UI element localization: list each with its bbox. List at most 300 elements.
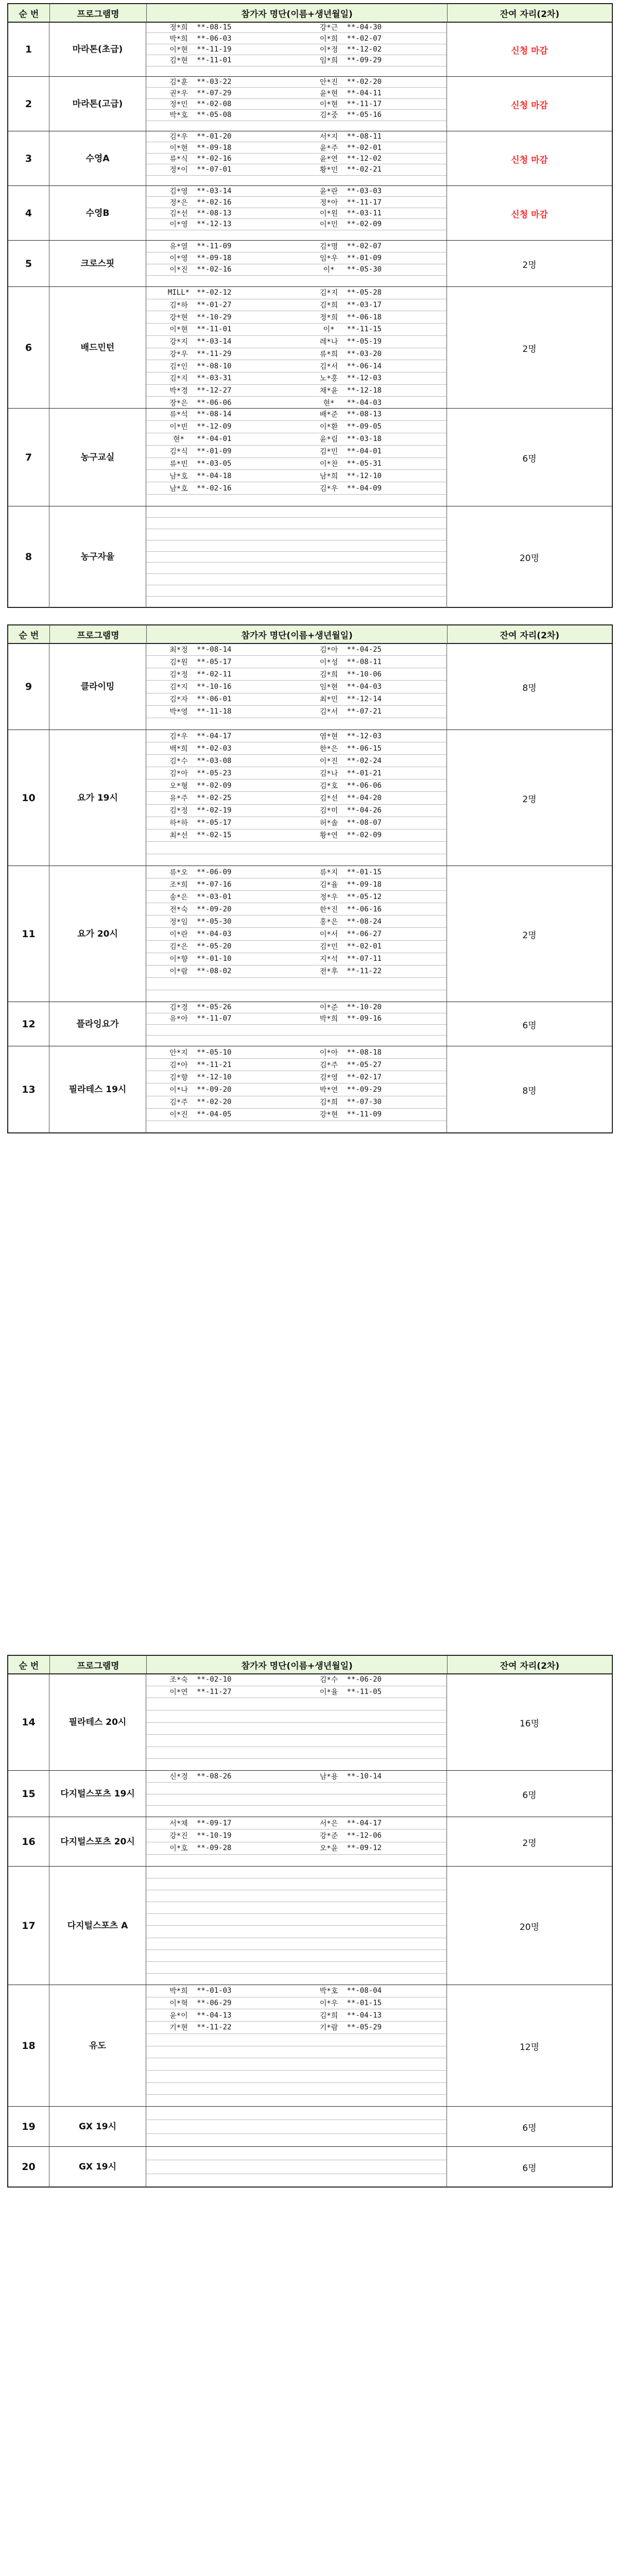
- participant-entry: [146, 470, 297, 482]
- participant-name: 김*지: [169, 375, 188, 383]
- participant-entry: [146, 276, 297, 287]
- participant-birthdate: **-04-01: [347, 447, 382, 456]
- program-number: 6: [8, 287, 49, 409]
- remaining-seats: 20명: [519, 553, 540, 564]
- participant-name: 류*석: [169, 411, 188, 419]
- participant-name: 이*혁: [169, 1999, 188, 2008]
- program-row: [8, 1002, 612, 1046]
- participant-name: 이*진: [169, 266, 188, 275]
- participant-birthdate: **-06-18: [347, 313, 382, 321]
- participant-entry: [297, 1735, 447, 1747]
- participant-birthdate: **-03-14: [197, 187, 232, 196]
- participant-entry: [297, 1686, 447, 1698]
- participant-line: [146, 1829, 447, 1842]
- closed-status: 신청 마감: [511, 155, 548, 165]
- program-row: [8, 1770, 612, 1817]
- participant-name: 조*희: [169, 880, 188, 889]
- participant-entry: [146, 66, 297, 77]
- participant-entry: [146, 495, 297, 506]
- participant-entry: [297, 1046, 447, 1058]
- participant-entry: [297, 1794, 447, 1806]
- participant-birthdate: **-03-03: [347, 187, 382, 196]
- participant-birthdate: **-04-01: [197, 435, 232, 444]
- participant-entry: [146, 230, 297, 241]
- participant-line: [146, 540, 447, 552]
- participant-entry: [297, 287, 447, 299]
- participant-name: 기*현: [169, 2024, 188, 2032]
- participant-line: [146, 164, 447, 175]
- participant-name: 이*현: [169, 46, 188, 55]
- participant-entry: [297, 1914, 447, 1925]
- participant-list: [146, 77, 447, 131]
- participant-entry: [146, 2083, 297, 2095]
- participant-line: [146, 718, 447, 730]
- participant-line: [146, 878, 447, 891]
- program-number: 4: [8, 186, 49, 241]
- participant-line: [146, 1783, 447, 1794]
- participant-entry: [297, 1698, 447, 1710]
- table-header-row: [8, 1656, 612, 1674]
- participant-name: 기*람: [319, 2024, 338, 2032]
- participant-name: 김*수: [169, 757, 188, 766]
- participant-line: [146, 1025, 447, 1036]
- program-name: 농구자율: [49, 506, 146, 607]
- participant-entry: [297, 1985, 447, 1997]
- participant-entry: [146, 2046, 297, 2058]
- participant-name: 홍*은: [319, 918, 338, 926]
- participant-name: 류*오: [169, 868, 188, 877]
- participant-entry: [146, 1771, 297, 1782]
- participant-name: 한*은: [319, 744, 338, 753]
- participant-name: 강*진: [169, 1832, 188, 1840]
- participant-birthdate: **-06-06: [347, 781, 382, 790]
- participant-line: [146, 421, 447, 433]
- participant-birthdate: **-09-29: [347, 56, 382, 65]
- participant-name: 김*자: [169, 696, 188, 704]
- participant-birthdate: **-11-17: [347, 100, 382, 109]
- participant-entry: [297, 154, 447, 164]
- participant-birthdate: **-02-01: [347, 942, 382, 951]
- participant-entry: [297, 563, 447, 573]
- participant-birthdate: **-11-29: [197, 349, 232, 358]
- participant-birthdate: **-01-03: [197, 1987, 232, 1995]
- participant-list: [146, 241, 447, 287]
- participant-birthdate: **-12-02: [347, 45, 382, 54]
- participant-entry: [297, 1997, 447, 2009]
- participant-entry: [297, 978, 447, 990]
- program-number: 8: [8, 506, 49, 607]
- program-number: 19: [8, 2107, 49, 2147]
- participant-birthdate: **-01-20: [197, 132, 232, 141]
- participant-birthdate: **-09-20: [197, 1085, 232, 1094]
- participant-birthdate: **-02-01: [347, 143, 382, 152]
- participant-line: [146, 2147, 447, 2160]
- participant-line: [146, 681, 447, 693]
- participant-line: [146, 1046, 447, 1059]
- participant-line: [146, 1902, 447, 1914]
- participant-entry: [297, 22, 447, 32]
- participant-name: 류*빈: [169, 460, 188, 468]
- participant-birthdate: **-08-24: [347, 917, 382, 926]
- participant-list: [146, 1002, 447, 1046]
- participant-name: 현*: [323, 399, 335, 408]
- participant-birthdate: **-07-01: [197, 165, 232, 174]
- program-name: 유도: [49, 1985, 146, 2107]
- participant-entry: [146, 563, 297, 573]
- participant-line: [146, 110, 447, 121]
- participant-line: [146, 336, 447, 348]
- participant-line: [146, 2009, 447, 2022]
- participant-birthdate: **-04-05: [197, 1110, 232, 1119]
- participant-line: [146, 805, 447, 817]
- participant-entry: [297, 1674, 447, 1686]
- header-program: 프로그램명: [50, 4, 147, 22]
- participant-line: [146, 1747, 447, 1759]
- participant-line: [146, 529, 447, 540]
- participant-entry: [146, 372, 297, 384]
- participant-entry: [297, 2147, 447, 2160]
- participant-birthdate: **-08-10: [197, 362, 232, 370]
- participant-birthdate: **-05-27: [347, 1060, 382, 1069]
- program-row: [8, 730, 612, 866]
- participant-name: 오*윤: [319, 1844, 338, 1853]
- table-header-row: [8, 4, 612, 23]
- participant-line: [146, 186, 447, 197]
- participant-entry: [146, 348, 297, 360]
- header-program: 프로그램명: [50, 625, 147, 643]
- participant-line: [146, 779, 447, 792]
- header-no: 순 번: [8, 625, 50, 643]
- participant-name: 이*준: [319, 1004, 338, 1012]
- participant-birthdate: **-04-09: [347, 484, 382, 493]
- participant-entry: [146, 2095, 297, 2107]
- participant-birthdate: **-05-28: [347, 289, 382, 297]
- participant-line: [146, 1938, 447, 1950]
- participant-entry: [146, 186, 297, 196]
- participant-line: [146, 1096, 447, 1109]
- participant-birthdate: **-04-03: [347, 398, 382, 407]
- participant-list: [146, 506, 447, 607]
- participant-entry: [297, 409, 447, 420]
- participant-entry: [146, 482, 297, 494]
- participant-name: 최*민: [319, 696, 338, 704]
- participant-birthdate: **-01-15: [347, 1999, 382, 2008]
- participant-entry: [297, 842, 447, 854]
- participant-entry: [297, 1878, 447, 1890]
- participant-entry: [146, 1829, 297, 1841]
- participant-entry: [297, 829, 447, 841]
- participant-name: 김*중: [319, 111, 338, 120]
- participant-entry: [297, 230, 447, 241]
- participant-entry: [297, 482, 447, 494]
- participant-entry: [146, 965, 297, 977]
- participant-birthdate: **-09-18: [197, 253, 232, 262]
- participant-name: 김*영: [319, 1073, 338, 1082]
- participant-line: [146, 706, 447, 718]
- participant-line: [146, 755, 447, 767]
- participant-name: 이*영: [169, 254, 188, 263]
- participant-birthdate: **-08-14: [197, 645, 232, 654]
- participant-entry: [297, 33, 447, 43]
- participant-name: 박*경: [169, 386, 188, 395]
- participant-entry: [146, 1121, 297, 1133]
- participant-line: [146, 1698, 447, 1710]
- participant-name: 정*아: [319, 198, 338, 207]
- remaining-seats: 2명: [522, 344, 537, 354]
- participant-birthdate: **-05-19: [347, 337, 382, 346]
- participant-name: 하*하: [169, 819, 188, 828]
- participant-entry: [297, 299, 447, 311]
- participant-name: 한*진: [319, 905, 338, 914]
- participant-birthdate: **-11-05: [347, 1687, 382, 1696]
- participant-entry: [297, 176, 447, 186]
- participant-line: [146, 154, 447, 164]
- participant-line: [146, 131, 447, 142]
- participant-entry: [297, 2058, 447, 2070]
- participant-name: 임*우: [319, 254, 338, 263]
- participant-line: [146, 458, 447, 470]
- participant-line: [146, 299, 447, 312]
- participant-entry: [297, 1829, 447, 1841]
- participant-entry: [297, 585, 447, 596]
- participant-entry: [146, 2120, 297, 2133]
- program-row: [8, 866, 612, 1002]
- participant-line: [146, 311, 447, 324]
- participant-entry: [297, 55, 447, 65]
- participant-entry: [146, 2107, 297, 2120]
- program-name: 수영B: [49, 186, 146, 241]
- participant-name: 윤*현: [319, 89, 338, 98]
- participant-birthdate: **-04-20: [347, 794, 382, 803]
- participant-birthdate: **-03-31: [197, 374, 232, 383]
- participant-birthdate: **-08-18: [347, 1048, 382, 1057]
- program-row: [8, 1985, 612, 2107]
- participant-entry: [297, 470, 447, 482]
- roster-table: [7, 3, 613, 608]
- program-name: 요가 19시: [49, 730, 146, 866]
- participant-name: 박*호: [169, 111, 188, 120]
- participant-name: 윤*란: [319, 188, 338, 196]
- participant-name: 전*숙: [169, 905, 188, 914]
- participant-entry: [146, 1759, 297, 1771]
- participant-line: [146, 563, 447, 574]
- participant-birthdate: **-02-11: [197, 670, 232, 679]
- participant-name: 이*우: [319, 1999, 338, 2008]
- participant-birthdate: **-02-16: [197, 198, 232, 207]
- participant-entry: [146, 1783, 297, 1794]
- participant-birthdate: **-01-09: [347, 253, 382, 262]
- participant-line: [146, 1914, 447, 1926]
- participant-entry: [146, 1914, 297, 1925]
- remaining-seats: 12명: [519, 2042, 540, 2053]
- participant-entry: [297, 1855, 447, 1867]
- header-participants: 참가자 명단(이름+생년월일): [147, 4, 448, 22]
- participant-name: 남*호: [169, 472, 188, 481]
- participant-entry: [297, 1962, 447, 1973]
- participant-birthdate: **-11-21: [197, 1060, 232, 1069]
- participant-birthdate: **-11-09: [347, 1110, 382, 1119]
- participant-name: 지*석: [319, 955, 338, 964]
- participant-name: 김*선: [319, 794, 338, 803]
- participant-entry: [146, 552, 297, 563]
- participant-entry: [297, 891, 447, 903]
- program-number: 18: [8, 1985, 49, 2107]
- participant-name: 김*은: [169, 943, 188, 952]
- participant-entry: [297, 668, 447, 680]
- participant-birthdate: **-04-13: [347, 2011, 382, 2020]
- header-remaining: 잔여 자리(2차): [500, 630, 560, 641]
- participant-entry: [146, 668, 297, 680]
- participant-entry: [297, 1902, 447, 1913]
- participant-list: [146, 1817, 447, 1867]
- participant-line: [146, 33, 447, 44]
- participant-line: [146, 1059, 447, 1071]
- participant-entry: [146, 1974, 297, 1985]
- participant-line: [146, 965, 447, 978]
- participant-entry: [297, 1036, 447, 1046]
- participant-birthdate: **-09-05: [347, 422, 382, 431]
- participant-entry: [146, 1926, 297, 1937]
- participant-entry: [146, 1902, 297, 1913]
- participant-line: [146, 121, 447, 131]
- participant-entry: [297, 458, 447, 470]
- participant-line: [146, 495, 447, 506]
- participant-name: 김*나: [319, 769, 338, 778]
- participant-birthdate: **-05-30: [347, 265, 382, 274]
- participant-line: [146, 1109, 447, 1121]
- closed-status: 신청 마감: [511, 45, 548, 56]
- participant-name: 김*우: [319, 484, 338, 493]
- participant-line: [146, 287, 447, 299]
- header-no: 순 번: [8, 4, 50, 22]
- participant-name: 안*진: [319, 78, 338, 87]
- participant-birthdate: **-09-20: [197, 905, 232, 913]
- participant-name: 김*수: [319, 1676, 338, 1685]
- participant-line: [146, 2022, 447, 2034]
- participant-entry: [297, 792, 447, 804]
- participant-entry: [146, 953, 297, 965]
- participant-line: [146, 2034, 447, 2046]
- participant-birthdate: **-12-27: [197, 386, 232, 395]
- participant-line: [146, 792, 447, 804]
- participant-entry: [297, 186, 447, 196]
- participant-entry: [297, 385, 447, 397]
- participant-line: [146, 360, 447, 372]
- participant-entry: [297, 518, 447, 529]
- participant-birthdate: **-08-13: [347, 410, 382, 419]
- participant-line: [146, 241, 447, 252]
- participant-birthdate: **-09-18: [347, 880, 382, 889]
- participant-entry: [146, 433, 297, 445]
- participant-name: 김*인: [169, 362, 188, 371]
- participant-line: [146, 693, 447, 706]
- participant-entry: [146, 264, 297, 276]
- participant-entry: [146, 718, 297, 730]
- participant-birthdate: **-11-22: [197, 2023, 232, 2032]
- participant-name: 허*솔: [319, 819, 338, 828]
- participant-entry: [297, 552, 447, 563]
- participant-entry: [297, 1974, 447, 1985]
- participant-entry: [297, 941, 447, 953]
- participant-line: [146, 1674, 447, 1686]
- program-number: 1: [8, 22, 49, 77]
- participant-birthdate: **-12-10: [197, 1073, 232, 1081]
- participant-birthdate: **-10-29: [197, 313, 232, 321]
- participant-birthdate: **-08-04: [347, 1987, 382, 1995]
- participant-line: [146, 1083, 447, 1096]
- participant-name: 류*지: [319, 868, 338, 877]
- participant-entry: [146, 324, 297, 335]
- participant-birthdate: **-08-11: [347, 657, 382, 666]
- participant-entry: [297, 656, 447, 668]
- participant-name: 박*희: [169, 1987, 188, 1996]
- participant-entry: [297, 197, 447, 207]
- participant-line: [146, 276, 447, 287]
- participant-name: 김*정: [169, 670, 188, 679]
- participant-entry: [297, 779, 447, 791]
- participant-birthdate: **-06-20: [347, 1675, 382, 1684]
- participant-entry: [146, 421, 297, 433]
- participant-birthdate: **-05-31: [347, 459, 382, 468]
- participant-entry: [146, 208, 297, 218]
- participant-entry: [297, 131, 447, 142]
- program-number: 7: [8, 409, 49, 506]
- participant-line: [146, 142, 447, 153]
- participant-entry: [297, 990, 447, 1002]
- participant-entry: [146, 1747, 297, 1759]
- participant-birthdate: **-06-15: [347, 744, 382, 753]
- participant-line: [146, 208, 447, 219]
- participant-entry: [146, 44, 297, 55]
- participant-name: 김*명: [319, 242, 338, 251]
- participant-birthdate: **-05-16: [347, 111, 382, 120]
- participant-birthdate: **-11-19: [197, 45, 232, 54]
- participant-line: [146, 324, 447, 336]
- program-row: [8, 240, 612, 287]
- participant-name: 이*나: [169, 1086, 188, 1094]
- participant-name: 서*지: [319, 133, 338, 142]
- participant-birthdate: **-01-09: [197, 447, 232, 456]
- participant-line: [146, 433, 447, 446]
- participant-birthdate: **-05-17: [197, 657, 232, 666]
- participant-name: 김*호: [319, 782, 338, 790]
- participant-entry: [146, 1071, 297, 1083]
- participant-entry: [146, 88, 297, 98]
- participant-entry: [297, 241, 447, 252]
- participant-birthdate: **-02-19: [197, 806, 232, 815]
- participant-entry: [146, 385, 297, 397]
- participant-line: [146, 574, 447, 585]
- program-name: 마라톤(초급): [49, 22, 146, 77]
- participant-entry: [297, 2071, 447, 2082]
- participant-entry: [146, 311, 297, 323]
- participant-line: [146, 1867, 447, 1878]
- participant-name: 김*미: [319, 807, 338, 816]
- participant-name: 현*: [173, 435, 184, 444]
- program-name: 클라이밍: [49, 643, 146, 730]
- participant-entry: [297, 372, 447, 384]
- participant-birthdate: **-02-16: [197, 155, 232, 163]
- participant-line: [146, 2058, 447, 2071]
- program-row: [8, 2146, 612, 2187]
- participant-entry: [146, 1735, 297, 1747]
- participant-name: 박*호: [319, 1987, 338, 1996]
- participant-birthdate: **-10-06: [347, 670, 382, 679]
- program-name: 다지털스포츠 19시: [49, 1771, 146, 1817]
- participant-name: 이*원: [319, 210, 338, 218]
- participant-name: 송*은: [169, 893, 188, 902]
- participant-birthdate: **-12-13: [197, 220, 232, 229]
